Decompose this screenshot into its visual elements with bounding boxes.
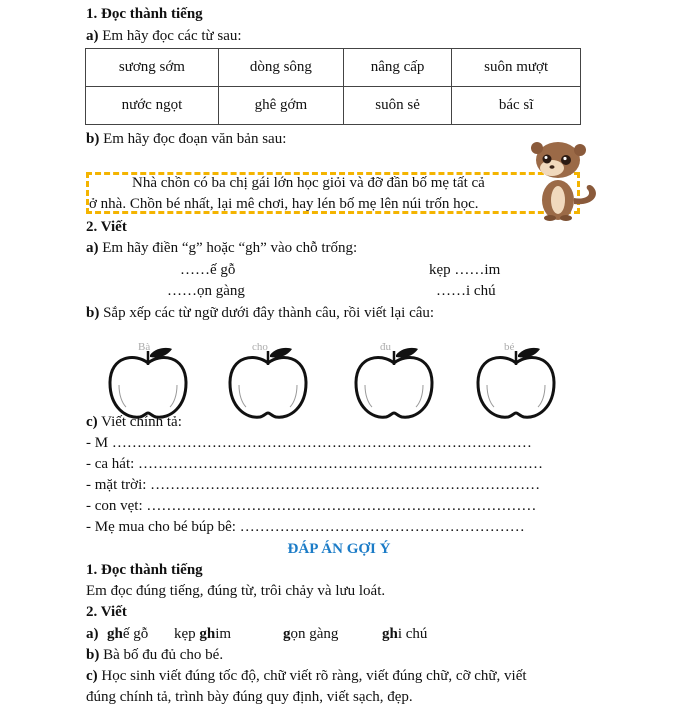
word-cell: suôn mượt bbox=[452, 49, 581, 87]
part-text: Viết chính tả: bbox=[97, 414, 182, 430]
part-label: c) bbox=[86, 414, 98, 430]
apple-card bbox=[474, 341, 558, 421]
answers-c-line2: đúng chính tả, trình bày đúng quy định, viết sạch, đẹp. bbox=[86, 689, 413, 705]
answer-bold: g bbox=[283, 626, 291, 642]
apple-card bbox=[226, 341, 310, 421]
section2-part-c bbox=[86, 414, 182, 431]
answer-bold: gh bbox=[199, 626, 216, 642]
blank-item: kẹp ……im bbox=[429, 262, 501, 278]
word-cell: nâng cấp bbox=[343, 49, 451, 87]
answer-bold: gh bbox=[107, 626, 123, 642]
answer-rest: ế gỗ bbox=[122, 626, 149, 642]
word-cell: bác sĩ bbox=[452, 87, 581, 125]
answer-item bbox=[107, 626, 148, 643]
dictation-line: - Mẹ mua cho bé búp bê: ………………………………………………… bbox=[86, 519, 525, 535]
part-text: Em hãy điền “g” hoặc “gh” vào chỗ trống: bbox=[98, 240, 358, 256]
word-cell: nước ngọt bbox=[86, 87, 219, 125]
apple-icon bbox=[352, 345, 436, 421]
part-label: c) bbox=[86, 668, 98, 684]
dictation-line: - M ………………………………………………………………………… bbox=[86, 435, 532, 451]
part-label: b) bbox=[86, 131, 100, 147]
section2-title: 2. Viết bbox=[86, 219, 127, 235]
part-label: a) bbox=[86, 626, 99, 642]
answer-item bbox=[283, 626, 338, 643]
word-cell: suôn sẻ bbox=[343, 87, 451, 125]
word-cell: dòng sông bbox=[218, 49, 343, 87]
table-row bbox=[86, 87, 581, 125]
passage-line-2: ở nhà. Chồn bé nhất, lại mê chơi, hay lén bố mẹ lên núi trốn học. bbox=[89, 196, 479, 212]
answers-a bbox=[86, 626, 99, 643]
answers-title: ĐÁP ÁN GỢI Ý bbox=[287, 541, 391, 557]
answers-s2-title: 2. Viết bbox=[86, 604, 127, 620]
apple-word: cho bbox=[252, 341, 268, 353]
part-text: Em hãy đọc đoạn văn bản sau: bbox=[99, 131, 287, 147]
answers-b bbox=[86, 647, 223, 664]
answer-rest: ọn gàng bbox=[290, 626, 339, 642]
word-cell: ghê gớm bbox=[218, 87, 343, 125]
table-row bbox=[86, 49, 581, 87]
word-cell: sương sớm bbox=[86, 49, 219, 87]
answer-item bbox=[382, 626, 427, 643]
blank-item: ……ọn gàng bbox=[167, 283, 245, 299]
answer-pre: kẹp bbox=[174, 626, 200, 642]
answer-rest: im bbox=[215, 626, 232, 642]
part-label: a) bbox=[86, 28, 99, 44]
part-label: b) bbox=[86, 647, 100, 663]
apple-card bbox=[352, 341, 436, 421]
part-label: a) bbox=[86, 240, 99, 256]
section1-part-b bbox=[86, 131, 286, 148]
part-text: Bà bố đu đủ cho bé. bbox=[99, 647, 224, 663]
dictation-line: - con vẹt: …………………………………………………………………… bbox=[86, 498, 537, 514]
part-text: Em hãy đọc các từ sau: bbox=[98, 28, 242, 44]
blank-item: ……i chú bbox=[436, 283, 496, 299]
apple-icon bbox=[226, 345, 310, 421]
section2-part-b bbox=[86, 305, 434, 322]
mongoose-illustration bbox=[522, 138, 604, 222]
answer-bold: gh bbox=[382, 626, 398, 642]
part-text: Học sinh viết đúng tốc độ, chữ viết rõ ràng, viết đúng chữ, cỡ chữ, viết bbox=[97, 668, 527, 684]
apple-word: bé bbox=[504, 341, 515, 353]
apple-icon bbox=[106, 345, 190, 421]
section2-part-a bbox=[86, 240, 357, 257]
section1-title: 1. Đọc thành tiếng bbox=[86, 6, 203, 22]
dictation-line: - ca hát: ……………………………………………………………………… bbox=[86, 456, 544, 472]
part-label: b) bbox=[86, 305, 100, 321]
apple-card bbox=[106, 341, 190, 421]
answers-c-line1 bbox=[86, 668, 527, 685]
answer-rest: i chú bbox=[397, 626, 428, 642]
blank-item: ……ế gỗ bbox=[180, 262, 236, 278]
part-text: Sắp xếp các từ ngữ dưới đây thành câu, rồi viết lại câu: bbox=[99, 305, 435, 321]
answer-item bbox=[174, 626, 231, 643]
word-table bbox=[85, 48, 581, 125]
passage-line-1: Nhà chồn có ba chị gái lớn học giỏi và đỡ đần bố mẹ tất cả bbox=[132, 175, 485, 191]
dictation-line: - mặt trời: …………………………………………………………………… bbox=[86, 477, 541, 493]
section1-part-a bbox=[86, 28, 242, 45]
apple-icon bbox=[474, 345, 558, 421]
apple-word: đu bbox=[380, 341, 391, 353]
answers-s1-title: 1. Đọc thành tiếng bbox=[86, 562, 203, 578]
apple-word: Bà bbox=[138, 341, 151, 353]
answers-s1-text: Em đọc đúng tiếng, đúng từ, trôi chảy và lưu loát. bbox=[86, 583, 386, 599]
